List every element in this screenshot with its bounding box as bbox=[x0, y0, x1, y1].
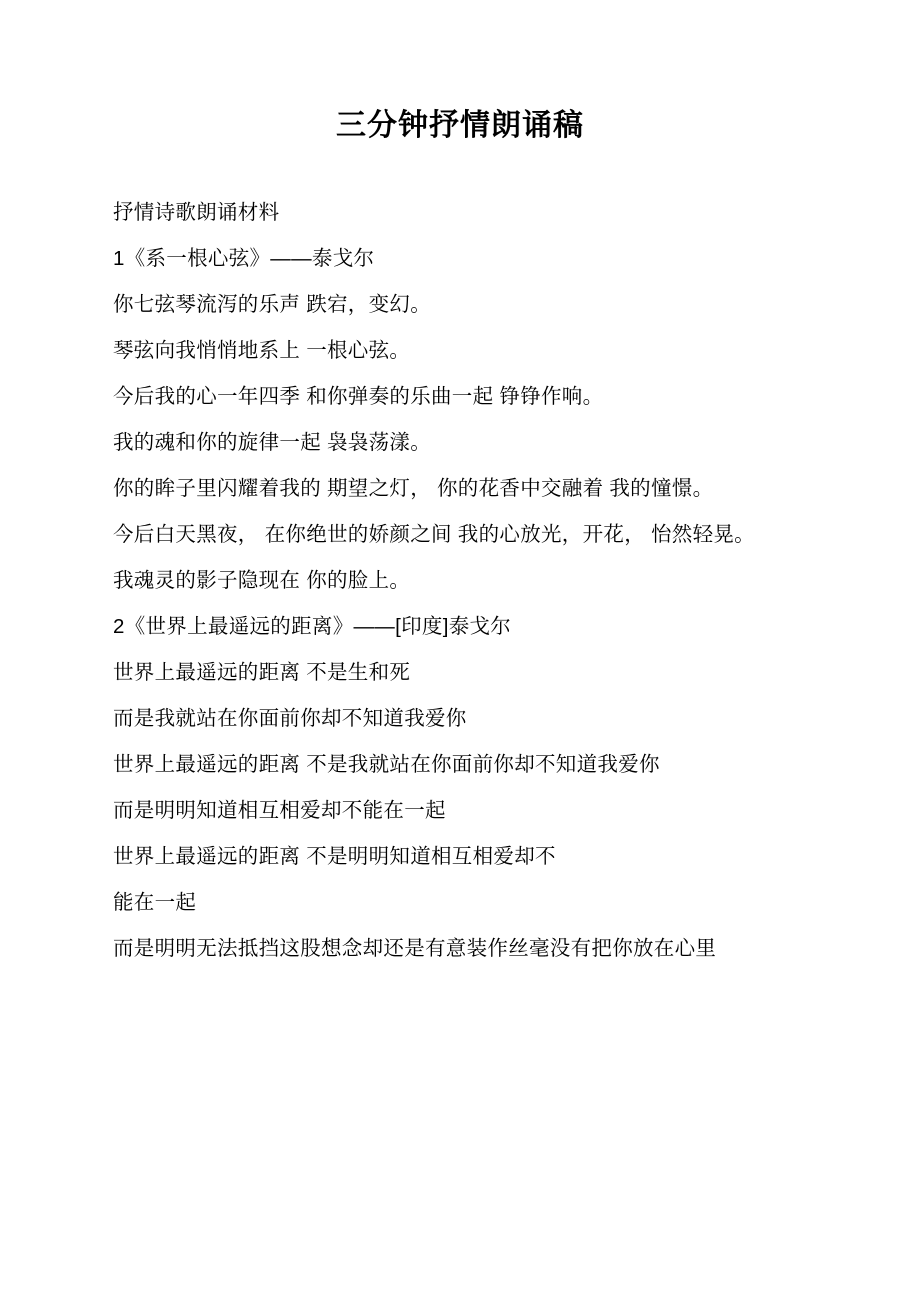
paragraph: 世界上最遥远的距离 不是明明知道相互相爱却不 bbox=[113, 845, 556, 868]
paragraph: 1《系一根心弦》——泰戈尔 bbox=[113, 247, 375, 270]
paragraph: 而是我就站在你面前你却不知道我爱你 bbox=[113, 707, 467, 730]
paragraph: 而是明明知道相互相爱却不能在一起 bbox=[113, 799, 446, 822]
paragraph: 今后我的心一年四季 和你弹奏的乐曲一起 铮铮作响。 bbox=[113, 385, 604, 408]
paragraph: 你七弦琴流泻的乐声 跌宕，变幻。 bbox=[113, 293, 431, 316]
document-body bbox=[72, 190, 848, 972]
paragraph: 能在一起 bbox=[113, 891, 197, 914]
paragraph: 2《世界上最遥远的距离》——[印度]泰戈尔 bbox=[113, 615, 512, 638]
paragraph: 而是明明无法抵挡这股想念却还是有意装作丝毫没有把你放在心里 bbox=[113, 937, 717, 960]
paragraph: 抒情诗歌朗诵材料 bbox=[113, 201, 280, 224]
paragraph: 今后白天黑夜， 在你绝世的娇颜之间 我的心放光，开花， 怡然轻晃。 bbox=[113, 523, 755, 546]
paragraph: 琴弦向我悄悄地系上 一根心弦。 bbox=[113, 339, 411, 362]
page-title: 三分钟抒情朗诵稿 bbox=[336, 109, 584, 142]
paragraph: 世界上最遥远的距离 不是我就站在你面前你却不知道我爱你 bbox=[113, 753, 660, 776]
paragraph: 我魂灵的影子隐现在 你的脸上。 bbox=[113, 569, 411, 592]
paragraph: 世界上最遥远的距离 不是生和死 bbox=[113, 661, 411, 684]
paragraph: 我的魂和你的旋律一起 袅袅荡漾。 bbox=[113, 431, 431, 454]
paragraph: 你的眸子里闪耀着我的 期望之灯， 你的花香中交融着 我的憧憬。 bbox=[113, 477, 714, 500]
